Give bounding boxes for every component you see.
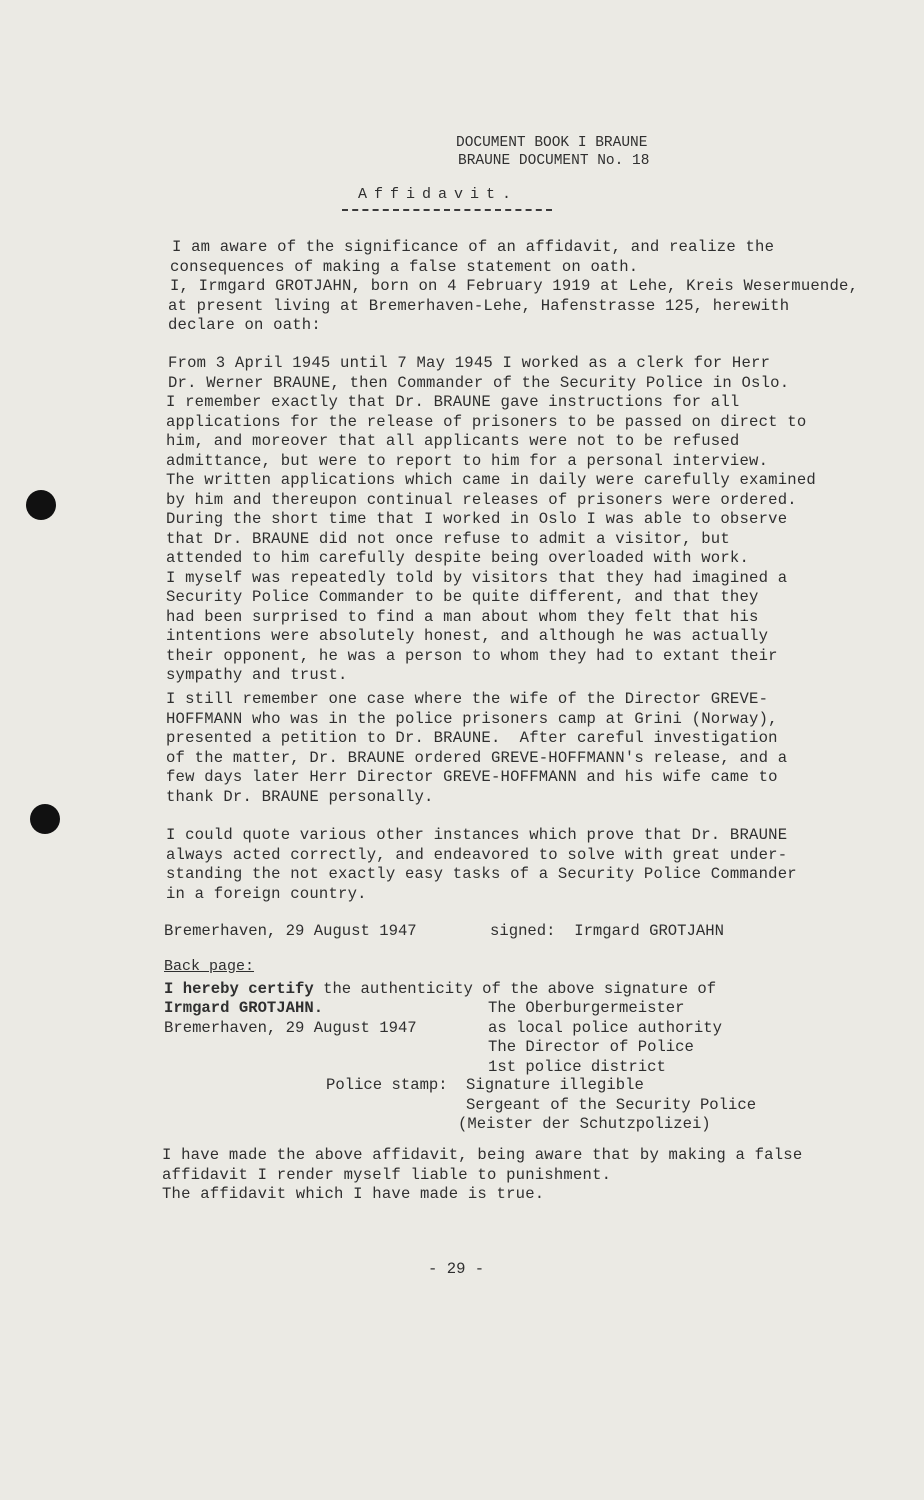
punch-hole-bottom [30, 804, 60, 834]
document-header [456, 134, 649, 170]
header-line-2: BRAUNE DOCUMENT No. 18 [458, 153, 650, 169]
text-line: During the short time that I worked in Oslo I was able to observe [166, 510, 788, 528]
police-stamp-block [458, 1076, 757, 1135]
certify-name: Irmgard GROTJAHN. [164, 999, 324, 1017]
text-line: applications for the release of prisoners to be passed on direct to [166, 412, 807, 431]
text-line: I, Irmgard GROTJAHN, born on 4 February 1919 at Lehe, Kreis Wesermuende, [170, 277, 859, 295]
authority-line: The Director of Police [488, 1038, 694, 1056]
text-line: intentions were absolutely honest, and although he was actually [166, 627, 769, 645]
stamp-line: Sergeant of the Security Police [466, 1095, 757, 1114]
text-line: attended to him carefully despite being overloaded with work. [166, 549, 750, 567]
place-date: Bremerhaven, 29 August 1947 [164, 922, 417, 940]
text-line: affidavit I render myself liable to punishment. [162, 1165, 612, 1184]
text-line: HOFFMANN who was in the police prisoners camp at Grini (Norway), [166, 709, 778, 728]
affidavit-title: Affidavit. [358, 186, 519, 203]
text-line: had been surprised to find a man about whom they felt that his [166, 607, 759, 626]
text-line: The affidavit which I have made is true. [162, 1185, 545, 1203]
page-number: - 29 - [428, 1260, 485, 1278]
text-line: I myself was repeatedly told by visitors that they had imagined a [166, 568, 788, 587]
text-line: sympathy and trust. [166, 666, 348, 684]
back-page-label: Back page: [164, 958, 255, 975]
certify-place-date: Bremerhaven, 29 August 1947 [164, 1018, 417, 1037]
authority-line: The Oberburgermeister [488, 999, 685, 1017]
text-line: I am aware of the significance of an affidavit, and realize the [172, 238, 775, 256]
stamp-line: Signature illegible [466, 1076, 644, 1094]
text-line: Security Police Commander to be quite different, and that they [166, 588, 759, 606]
certify-left-block [164, 999, 417, 1038]
text-line: him, and moreover that all applicants were not to be refused [166, 432, 740, 450]
text-line: admittance, but were to report to him for a personal interview. [166, 451, 769, 470]
text-line: I could quote various other instances which prove that Dr. BRAUNE [166, 826, 788, 844]
certify-line [164, 980, 716, 998]
header-line-1: DOCUMENT BOOK I BRAUNE [456, 135, 648, 151]
text-line: at present living at Bremerhaven-Lehe, Hafenstrasse 125, herewith [168, 296, 790, 315]
text-line: always acted correctly, and endeavored to solve with great under- [166, 845, 788, 864]
certify-authority-block [488, 999, 722, 1077]
authority-line: as local police authority [488, 1018, 722, 1037]
certify-bold: I hereby certify [164, 980, 314, 998]
main-paragraph [166, 354, 816, 686]
authority-line: 1st police district [488, 1057, 666, 1076]
police-stamp-label: Police stamp: [326, 1076, 448, 1094]
title-underline [342, 209, 552, 211]
text-line: that Dr. BRAUNE did not once refuse to admit a visitor, but [166, 529, 730, 548]
text-line: Dr. Werner BRAUNE, then Commander of the Security Police in Oslo. [168, 373, 790, 392]
text-line: The written applications which came in daily were carefully examined [166, 471, 816, 489]
text-line: From 3 April 1945 until 7 May 1945 I worked as a clerk for Herr [168, 354, 771, 372]
text-line: of the matter, Dr. BRAUNE ordered GREVE-HOFFMANN's release, and a [166, 748, 788, 767]
text-line: few days later Herr Director GREVE-HOFFMANN and his wife came to [166, 768, 778, 786]
text-line: I still remember one case where the wife of the Director GREVE- [166, 690, 769, 708]
text-line: I remember exactly that Dr. BRAUNE gave instructions for all [166, 393, 740, 411]
punch-hole-top [26, 490, 56, 520]
text-line: by him and thereupon continual releases of prisoners were ordered. [166, 490, 797, 509]
signed-line: signed: Irmgard GROTJAHN [490, 922, 724, 940]
stamp-line: (Meister der Schutzpolizei) [458, 1115, 711, 1133]
text-line: presented a petition to Dr. BRAUNE. After careful investigation [166, 729, 778, 747]
text-line: I have made the above affidavit, being aware that by making a false [162, 1146, 803, 1164]
certify-rest: the authenticity of the above signature of [313, 980, 717, 998]
text-line: in a foreign country. [166, 884, 367, 903]
closing-paragraph [162, 1146, 802, 1205]
text-line: their opponent, he was a person to whom they had to extant their [166, 646, 778, 665]
instances-paragraph [166, 826, 797, 904]
greve-hoffmann-paragraph [166, 690, 787, 807]
text-line: consequences of making a false statement on oath. [170, 257, 639, 276]
text-line: standing the not exactly easy tasks of a Security Police Commander [166, 865, 797, 883]
intro-paragraph [166, 238, 859, 336]
text-line: thank Dr. BRAUNE personally. [166, 787, 434, 806]
text-line: declare on oath: [168, 316, 321, 334]
